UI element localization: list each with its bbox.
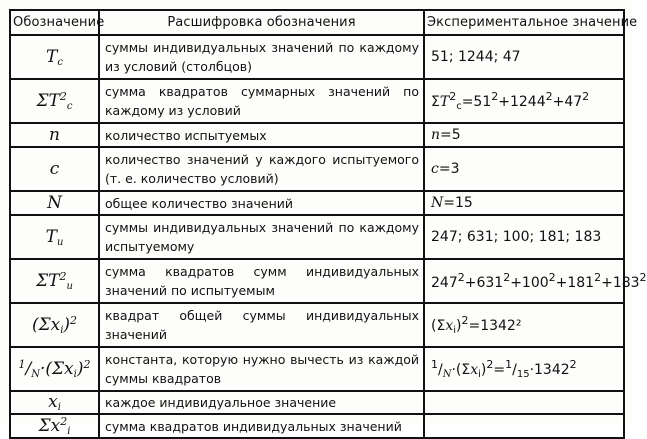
table-row bbox=[10, 123, 624, 147]
row-value: 247; 631; 100; 181; 183 bbox=[424, 215, 624, 259]
table-row bbox=[10, 191, 624, 215]
row-value: $\Sigma T^2_c=51^2+1244^2+47^2$ bbox=[424, 79, 624, 123]
row-description: квадрат общей суммы индивидуальных значений bbox=[99, 303, 424, 347]
table-row bbox=[10, 79, 624, 123]
row-symbol: $\Sigma T^2_и$ bbox=[10, 259, 99, 303]
notation-table bbox=[9, 9, 647, 439]
table-row bbox=[10, 35, 624, 79]
row-description: сумма квадратов суммарных значений по каждому из условий bbox=[99, 79, 424, 123]
row-value: $(\Sigma x_i)^2=1342^2$ bbox=[424, 303, 624, 347]
table-row bbox=[10, 303, 624, 347]
header-symbol: Обозначение bbox=[10, 10, 99, 35]
row-description: суммы индивидуальных значений по каждому из условий (столбцов) bbox=[99, 35, 424, 79]
row-symbol: $T_c$ bbox=[10, 35, 99, 79]
row-description: количество значений у каждого испытуемого (т. е. количество условий) bbox=[99, 147, 424, 191]
row-description: константа, которую нужно вычесть из каждой суммы квадратов bbox=[99, 347, 424, 391]
row-value bbox=[424, 414, 624, 438]
row-value: N=15 bbox=[424, 191, 624, 215]
row-value: $^1/_N\cdot(\Sigma x_i)^2=^1/_{15}\cdot 1342^2$ bbox=[424, 347, 624, 391]
row-symbol: $^1/_N\cdot(\Sigma x_i)^2$ bbox=[10, 347, 99, 391]
row-value: n=5 bbox=[424, 123, 624, 147]
table-row bbox=[10, 259, 624, 303]
header-row bbox=[10, 10, 624, 35]
table-row bbox=[10, 147, 624, 191]
row-symbol: $\Sigma x^2_i$ bbox=[10, 414, 99, 438]
row-description: общее количество значений bbox=[99, 191, 424, 215]
row-description: каждое индивидуальное значение bbox=[99, 391, 424, 414]
header-description: Расшифровка обозначения bbox=[99, 10, 424, 35]
row-value: 51; 1244; 47 bbox=[424, 35, 624, 79]
row-description: сумма квадратов индивидуальных значений bbox=[99, 414, 424, 438]
row-symbol: N bbox=[10, 191, 99, 215]
row-value bbox=[424, 391, 624, 414]
row-value: $247^2+631^2+100^2+181^2+183^2$ bbox=[424, 259, 624, 303]
row-symbol: n bbox=[10, 123, 99, 147]
row-description: количество испытуемых bbox=[99, 123, 424, 147]
row-symbol: $T_и$ bbox=[10, 215, 99, 259]
table-row bbox=[10, 347, 624, 391]
row-symbol: c bbox=[10, 147, 99, 191]
table-row bbox=[10, 391, 624, 414]
table-row bbox=[10, 215, 624, 259]
row-symbol: $x_i$ bbox=[10, 391, 99, 414]
table-row bbox=[10, 414, 624, 438]
row-value: c=3 bbox=[424, 147, 624, 191]
row-description: суммы индивидуальных значений по каждому испытуемому bbox=[99, 215, 424, 259]
row-symbol: $\Sigma T^2_c$ bbox=[10, 79, 99, 123]
row-symbol: $(\Sigma x_i)^2$ bbox=[10, 303, 99, 347]
header-value: Экспериментальное значение bbox=[424, 10, 624, 35]
row-description: сумма квадратов сумм индивидуальных значений по испытуемым bbox=[99, 259, 424, 303]
